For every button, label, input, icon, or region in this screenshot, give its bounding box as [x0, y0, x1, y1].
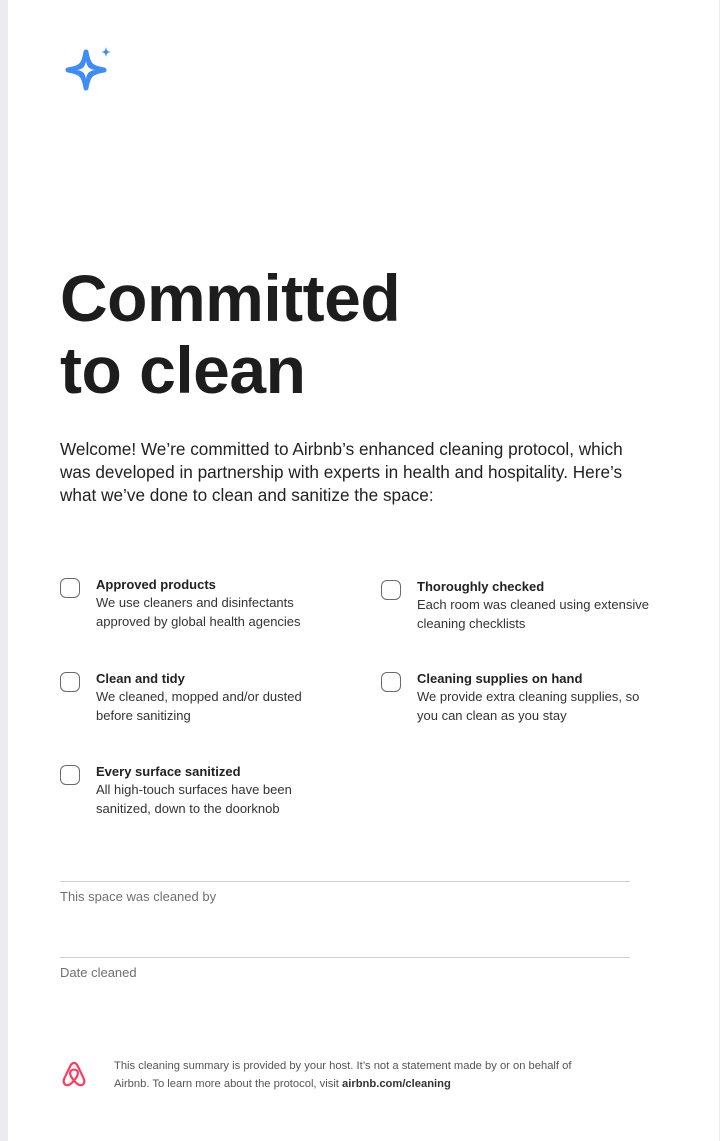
page-title — [60, 262, 580, 406]
sparkle-icon — [60, 44, 116, 100]
checkbox[interactable] — [60, 765, 80, 785]
footer-link[interactable]: airbnb.com/cleaning — [342, 1078, 451, 1090]
footer-disclaimer — [114, 1057, 574, 1093]
footer-text: This cleaning summary is provided by your host. It’s not a statement made by or on behalf of Airbnb. To learn more about the protocol, visit — [114, 1060, 572, 1090]
date-cleaned-line[interactable] — [60, 957, 630, 958]
checklist-heading: Clean and tidy — [96, 671, 185, 686]
checklist-description: We use cleaners and disinfectants approved by global health agencies — [96, 595, 301, 629]
cleaned-by-label: This space was cleaned by — [60, 889, 217, 904]
checklist-heading: Every surface sanitized — [96, 764, 241, 779]
checklist-description: All high-touch surfaces have been sanitized, down to the doorknob — [96, 782, 292, 816]
checklist-heading: Thoroughly checked — [417, 579, 545, 594]
checklist-description: We cleaned, mopped and/or dusted before sanitizing — [96, 689, 302, 723]
airbnb-logo-icon — [60, 1060, 88, 1088]
checklist-heading: Approved products — [96, 577, 216, 592]
checklist-description: Each room was cleaned using extensive cleaning checklists — [417, 597, 649, 631]
checkbox[interactable] — [60, 578, 80, 598]
date-cleaned-label: Date cleaned — [60, 965, 137, 980]
checklist-heading: Cleaning supplies on hand — [417, 671, 583, 686]
checkbox[interactable] — [381, 672, 401, 692]
intro-paragraph: Welcome! We’re committed to Airbnb’s enhanced cleaning protocol, which was developed in partnership with experts in health and hospitality. Here’s what we’ve done to clean and sanitize the space: — [60, 439, 623, 505]
checkbox[interactable] — [60, 672, 80, 692]
cleaned-by-signature-line[interactable] — [60, 881, 630, 882]
checkbox[interactable] — [381, 580, 401, 600]
title-line-1: Committed — [60, 261, 401, 335]
cleaning-flyer-page — [8, 0, 719, 1141]
title-line-2: to clean — [60, 333, 306, 407]
checklist-description: We provide extra cleaning supplies, so you can clean as you stay — [417, 689, 640, 723]
